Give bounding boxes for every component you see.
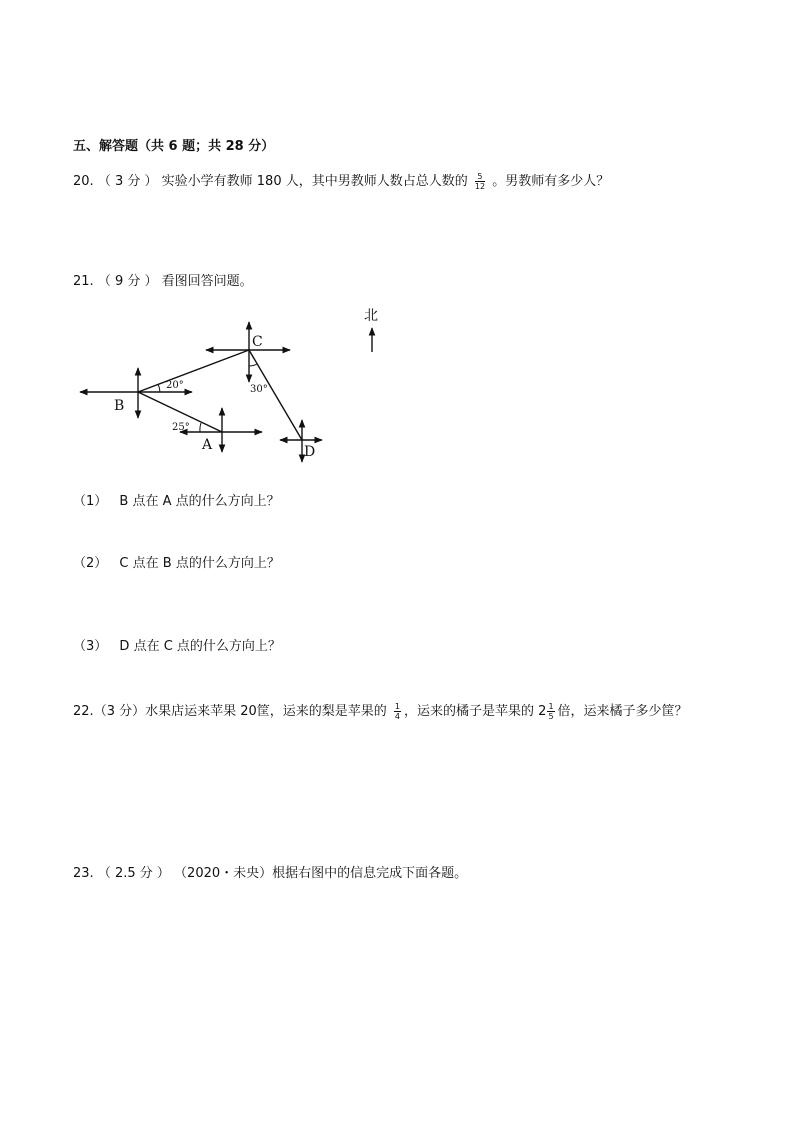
sub-number: （2）	[73, 556, 108, 571]
sub-question-3	[73, 635, 281, 654]
segment-cd	[249, 350, 302, 440]
fraction-numerator: 1	[548, 702, 554, 711]
angle-arc-a	[200, 423, 201, 432]
question-text: 看图回答问题。	[161, 274, 253, 289]
segment-bc	[138, 350, 249, 392]
angle-label-c: 30°	[250, 384, 268, 395]
angle-label-a: 25°	[172, 422, 190, 433]
question-text: 根据右图中的信息完成下面各题。	[272, 866, 468, 881]
sub-text: D 点在 C 点的什么方向上？	[119, 639, 281, 654]
sub-question-2	[73, 552, 280, 571]
sub-number: （3）	[73, 639, 108, 654]
question-text-mid: ，运来的橘子是苹果的	[404, 704, 535, 719]
fraction-numerator: 5	[475, 172, 485, 182]
sub-text: C 点在 B 点的什么方向上？	[119, 556, 280, 571]
question-number: 21.	[73, 274, 94, 289]
fraction-denominator: 4	[394, 712, 401, 721]
fraction-denominator: 12	[474, 182, 486, 191]
fraction-denominator: 5	[548, 712, 554, 721]
question-points: （ 9 分 ）	[97, 274, 158, 289]
question-number: 20.	[73, 174, 94, 189]
mixed-number-whole: 2	[538, 704, 547, 719]
question-text-end: 。男教师有多少人？	[492, 174, 610, 189]
north-label: 北	[364, 308, 378, 324]
question-points: （ 3 分 ）	[97, 174, 158, 189]
point-label-c: C	[252, 334, 263, 350]
fraction	[394, 702, 401, 721]
direction-figure	[0, 0, 794, 500]
question-text: 实验小学有教师 180 人，其中男教师人数占总人数的	[161, 174, 468, 189]
sub-number: （1）	[73, 494, 108, 509]
point-label-a: A	[202, 437, 213, 453]
question-source: （2020・未央）	[174, 866, 273, 881]
question-number: 22.	[73, 704, 94, 719]
question-points: （ 2.5 分 ）	[97, 866, 170, 881]
section-title: 五、解答题（共 6 题；共 28 分）	[73, 139, 275, 154]
angle-arc-c	[249, 364, 257, 366]
question-text-end: 倍，运来橘子多少筐？	[557, 704, 688, 719]
question-points: （3 分）	[93, 704, 146, 719]
sub-question-1	[73, 490, 280, 509]
question-number: 23.	[73, 866, 94, 881]
sub-text: B 点在 A 点的什么方向上？	[119, 494, 280, 509]
angle-label-b: 20°	[166, 380, 184, 391]
angle-arc-b	[158, 384, 160, 392]
point-label-d: D	[304, 444, 316, 460]
question-text: 水果店运来苹果 20筐，运来的梨是苹果的	[145, 704, 387, 719]
point-label-b: B	[114, 398, 125, 414]
fraction-numerator: 1	[394, 702, 401, 711]
question-23	[73, 862, 467, 881]
fraction	[547, 702, 554, 721]
question-22	[73, 700, 688, 721]
